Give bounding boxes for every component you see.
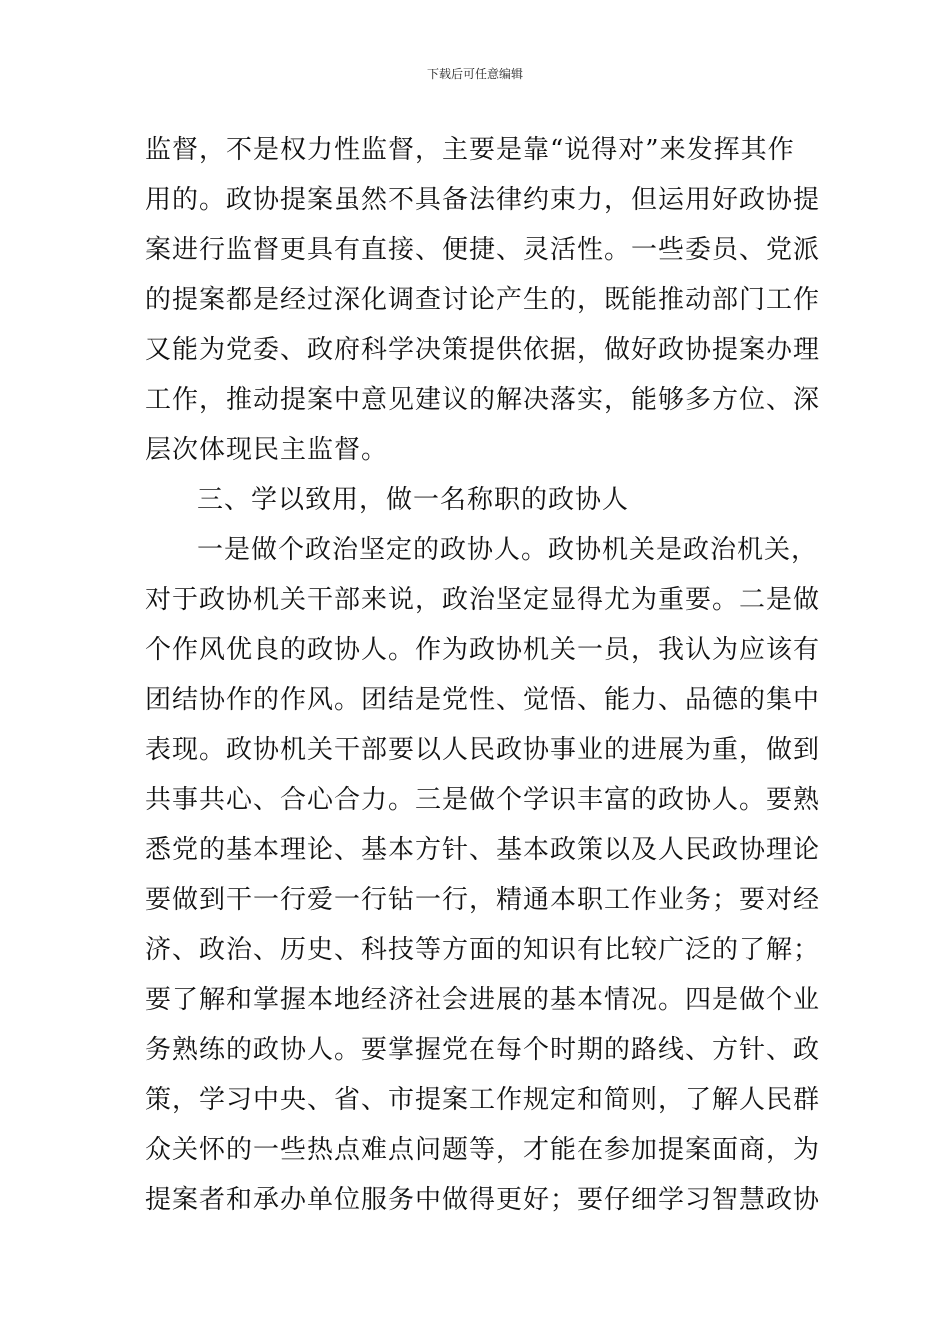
body-line: 众关怀的一些热点难点问题等，才能在参加提案面商，为	[145, 1135, 821, 1165]
body-line: 团结协作的作风。团结是党性、觉悟、能力、品德的集中	[145, 685, 821, 715]
body-line: 要了解和掌握本地经济社会进展的基本情况。四是做个业	[145, 985, 821, 1015]
body-line: 济、政治、历史、科技等方面的知识有比较广泛的了解；	[145, 935, 821, 965]
body-line: 提案者和承办单位服务中做得更好；要仔细学习智慧政协	[145, 1185, 821, 1215]
section-heading: 三、学以致用，做一名称职的政协人	[197, 485, 630, 515]
body-line: 层次体现民主监督。	[145, 435, 389, 465]
body-line: 工作，推动提案中意见建议的解决落实，能够多方位、深	[145, 385, 821, 415]
body-line: 一是做个政治坚定的政协人。政协机关是政治机关，	[197, 535, 819, 565]
body-line: 的提案都是经过深化调查讨论产生的，既能推动部门工作	[145, 285, 821, 315]
body-line: 用的。政协提案虽然不具备法律约束力，但运用好政协提	[145, 185, 821, 215]
body-line: 案进行监督更具有直接、便捷、灵活性。一些委员、党派	[145, 235, 821, 265]
body-line: 表现。政协机关干部要以人民政协事业的进展为重，做到	[145, 735, 821, 765]
body-line: 共事共心、合心合力。三是做个学识丰富的政协人。要熟	[145, 785, 821, 815]
body-line: 策，学习中央、省、市提案工作规定和简则，了解人民群	[145, 1085, 821, 1115]
body-line: 务熟练的政协人。要掌握党在每个时期的路线、方针、政	[145, 1035, 821, 1065]
page-header: 下载后可任意编辑	[426, 67, 523, 81]
body-line: 又能为党委、政府科学决策提供依据，做好政协提案办理	[145, 335, 821, 365]
body-line: 悉党的基本理论、基本方针、基本政策以及人民政协理论	[145, 835, 821, 865]
body-line: 监督，不是权力性监督，主要是靠“说得对”来发挥其作	[145, 135, 795, 165]
body-line: 个作风优良的政协人。作为政协机关一员，我认为应该有	[145, 635, 821, 665]
body-line: 对于政协机关干部来说，政治坚定显得尤为重要。二是做	[145, 585, 821, 615]
body-line: 要做到干一行爱一行钻一行，精通本职工作业务；要对经	[145, 885, 821, 915]
